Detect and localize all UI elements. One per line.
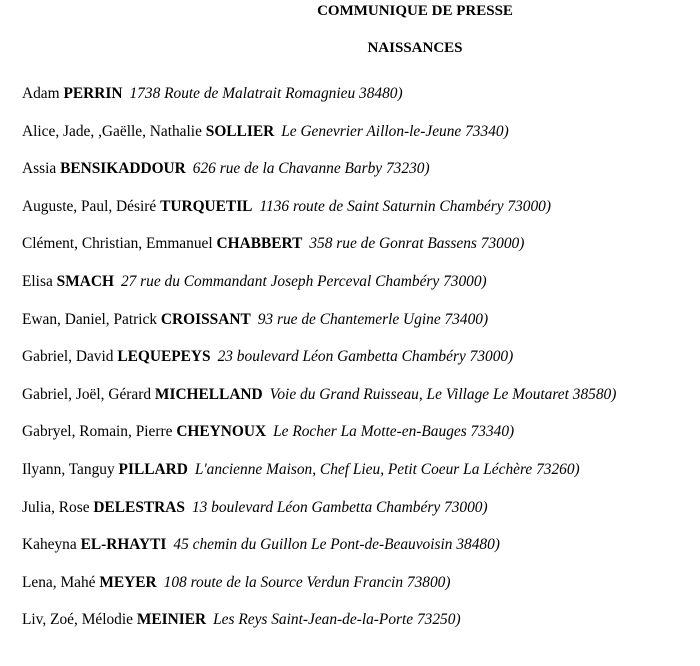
address: 626 rue de la Chavanne Barby 73230) xyxy=(192,160,430,178)
given-names: Adam xyxy=(22,85,60,102)
document-title: COMMUNIQUE DE PRESSE xyxy=(317,3,513,19)
surname: MICHELLAND xyxy=(154,385,263,403)
section-heading: NAISSANCES xyxy=(367,40,463,56)
address: 1738 Route de Malatrait Romagnieu 38480) xyxy=(129,85,403,102)
birth-entry xyxy=(22,535,616,573)
birth-entry xyxy=(22,573,616,611)
address: 13 boulevard Léon Gambetta Chambéry 73000) xyxy=(191,498,488,516)
surname: CHABBERT xyxy=(216,235,303,253)
birth-entry xyxy=(22,310,616,348)
given-names: Clément, Christian, Emmanuel xyxy=(22,235,213,253)
surname: BENSIKADDOUR xyxy=(60,160,186,178)
surname: SMACH xyxy=(56,272,114,290)
given-names: Ilyann, Tanguy xyxy=(22,460,115,478)
given-names: Lena, Mahé xyxy=(22,573,96,591)
surname: MEYER xyxy=(99,573,157,591)
given-names: Gabriel, David xyxy=(22,348,114,366)
address: Le Rocher La Motte-en-Bauges 73340) xyxy=(273,423,515,441)
given-names: Liv, Zoé, Mélodie xyxy=(22,611,133,629)
given-names: Julia, Rose xyxy=(22,498,90,516)
birth-entry xyxy=(22,234,616,272)
given-names: Gabryel, Romain, Pierre xyxy=(22,423,173,441)
given-names: Gabriel, Joël, Gérard xyxy=(22,385,152,403)
given-names: Elisa xyxy=(22,272,53,290)
address: 45 chemin du Guillon Le Pont-de-Beauvoisin 38480) xyxy=(173,536,500,554)
surname: PILLARD xyxy=(118,460,188,478)
address: 358 rue de Gonrat Bassens 73000) xyxy=(309,235,525,253)
birth-entry xyxy=(22,610,616,648)
birth-entry xyxy=(22,422,616,460)
surname: SOLLIER xyxy=(205,122,275,140)
address: 27 rue du Commandant Joseph Perceval Chambéry 73000) xyxy=(120,272,487,290)
address: 93 rue de Chantemerle Ugine 73400) xyxy=(257,310,489,328)
given-names: Ewan, Daniel, Patrick xyxy=(22,310,158,328)
birth-entry xyxy=(22,385,616,423)
birth-entry xyxy=(22,197,616,235)
address: 23 boulevard Léon Gambetta Chambéry 73000) xyxy=(217,348,514,366)
given-names: Kaheyna xyxy=(22,536,77,554)
surname: TURQUETIL xyxy=(160,197,253,215)
birth-entry xyxy=(22,498,616,536)
surname: PERRIN xyxy=(63,85,123,102)
birth-entry xyxy=(22,122,616,160)
surname: MEINIER xyxy=(136,611,207,629)
birth-entry xyxy=(22,84,616,122)
birth-entry xyxy=(22,272,616,310)
given-names: Alice, Jade, ,Gaëlle, Nathalie xyxy=(22,122,202,140)
birth-announcement-list xyxy=(22,84,616,648)
given-names: Auguste, Paul, Désiré xyxy=(22,197,157,215)
address: 1136 route de Saint Saturnin Chambéry 73000) xyxy=(259,197,551,215)
surname: CHEYNOUX xyxy=(176,423,267,441)
birth-entry xyxy=(22,347,616,385)
address: Le Genevrier Aillon-le-Jeune 73340) xyxy=(281,122,509,140)
surname: DELESTRAS xyxy=(93,498,185,516)
given-names: Assia xyxy=(22,160,57,178)
surname: LEQUEPEYS xyxy=(117,348,211,366)
surname: EL-RHAYTI xyxy=(80,536,167,554)
birth-entry xyxy=(22,159,616,197)
address: 108 route de la Source Verdun Francin 73800) xyxy=(163,573,451,591)
birth-entry xyxy=(22,460,616,498)
address: L'ancienne Maison, Chef Lieu, Petit Coeur La Léchère 73260) xyxy=(194,460,580,478)
address: Les Reys Saint-Jean-de-la-Porte 73250) xyxy=(213,611,461,629)
surname: CROISSANT xyxy=(160,310,251,328)
address: Voie du Grand Ruisseau, Le Village Le Moutaret 38580) xyxy=(269,385,617,403)
